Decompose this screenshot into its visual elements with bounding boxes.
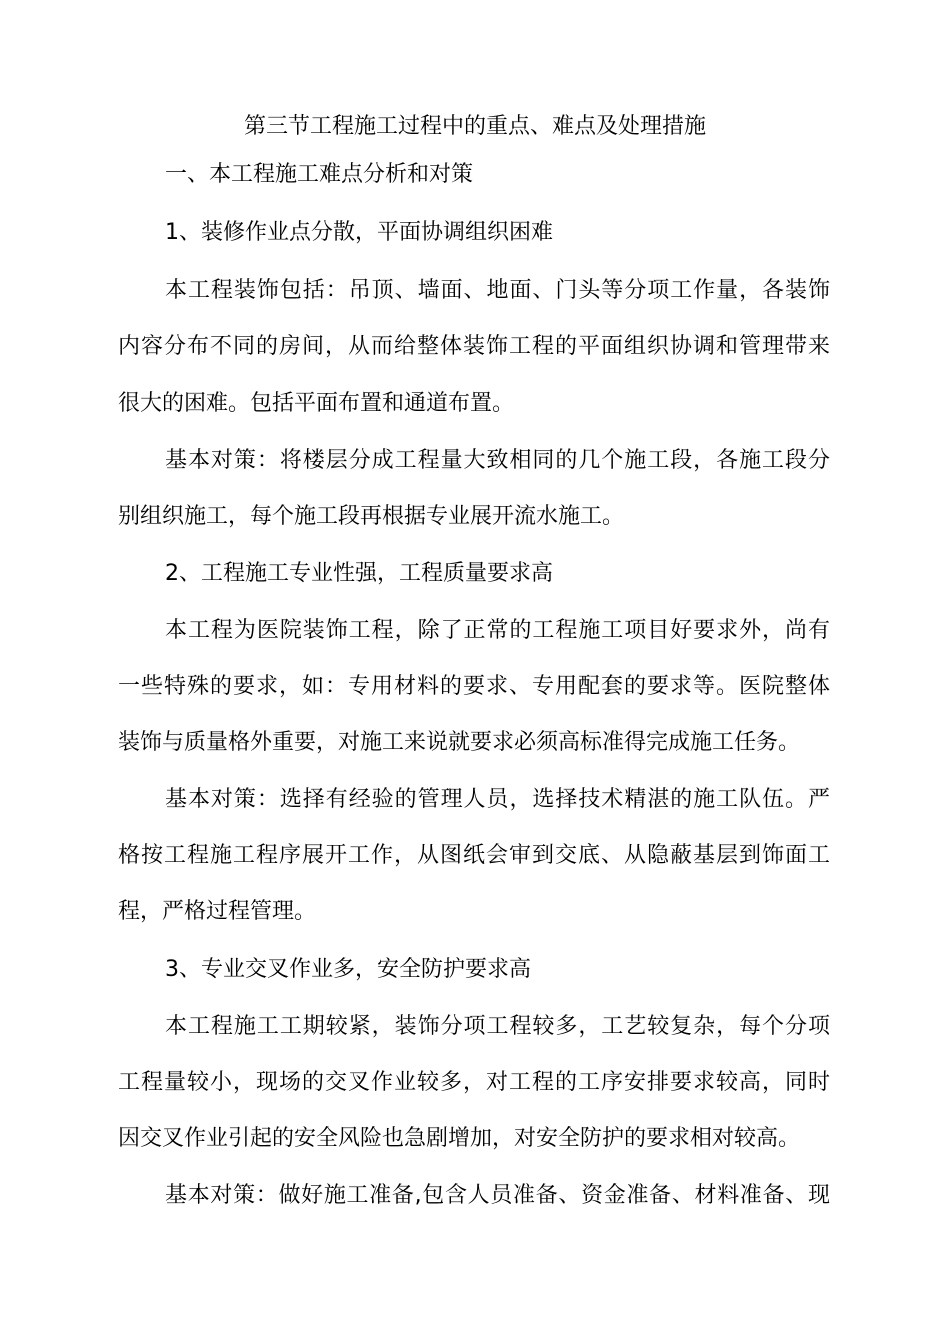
subheading-3: 3、专业交叉作业多，安全防护要求高: [165, 957, 531, 982]
paragraph-line: 装饰与质量格外重要，对施工来说就要求必须高标准得完成施工任务。: [118, 730, 801, 755]
paragraph-line: 很大的困难。包括平面布置和通道布置。: [118, 391, 515, 416]
paragraph-line: 本工程装饰包括：吊顶、墙面、地面、门头等分项工作量，各装饰: [165, 278, 830, 303]
paragraph-line: 基本对策：选择有经验的管理人员，选择技术精湛的施工队伍。严: [165, 787, 830, 812]
heading-difficulty-analysis: 一、本工程施工难点分析和对策: [165, 162, 474, 187]
paragraph-line: 一些特殊的要求，如：专用材料的要求、专用配套的要求等。医院整体: [118, 674, 830, 699]
paragraph-line: 本工程施工工期较紧，装饰分项工程较多，工艺较复杂，每个分项: [165, 1014, 830, 1039]
paragraph-line: 基本对策：做好施工准备,包含人员准备、资金准备、材料准备、现: [165, 1183, 830, 1208]
paragraph-line: 因交叉作业引起的安全风险也急剧增加，对安全防护的要求相对较高。: [118, 1126, 801, 1151]
paragraph-line: 内容分布不同的房间，从而给整体装饰工程的平面组织协调和管理带来: [118, 334, 830, 359]
paragraph-line: 工程量较小，现场的交叉作业较多，对工程的工序安排要求较高，同时: [118, 1070, 830, 1095]
paragraph-line: 本工程为医院装饰工程，除了正常的工程施工项目好要求外，尚有: [165, 618, 830, 643]
subheading-1: 1、装修作业点分散，平面协调组织困难: [165, 220, 553, 245]
paragraph-line: 程，严格过程管理。: [118, 899, 317, 924]
paragraph-line: 别组织施工，每个施工段再根据专业展开流水施工。: [118, 504, 625, 529]
section-title: 第三节工程施工过程中的重点、难点及处理措施: [243, 114, 706, 139]
paragraph-line: 格按工程施工程序展开工作，从图纸会审到交底、从隐蔽基层到饰面工: [118, 843, 830, 868]
subheading-2: 2、工程施工专业性强，工程质量要求高: [165, 561, 553, 586]
paragraph-line: 基本对策：将楼层分成工程量大致相同的几个施工段，各施工段分: [165, 448, 830, 473]
